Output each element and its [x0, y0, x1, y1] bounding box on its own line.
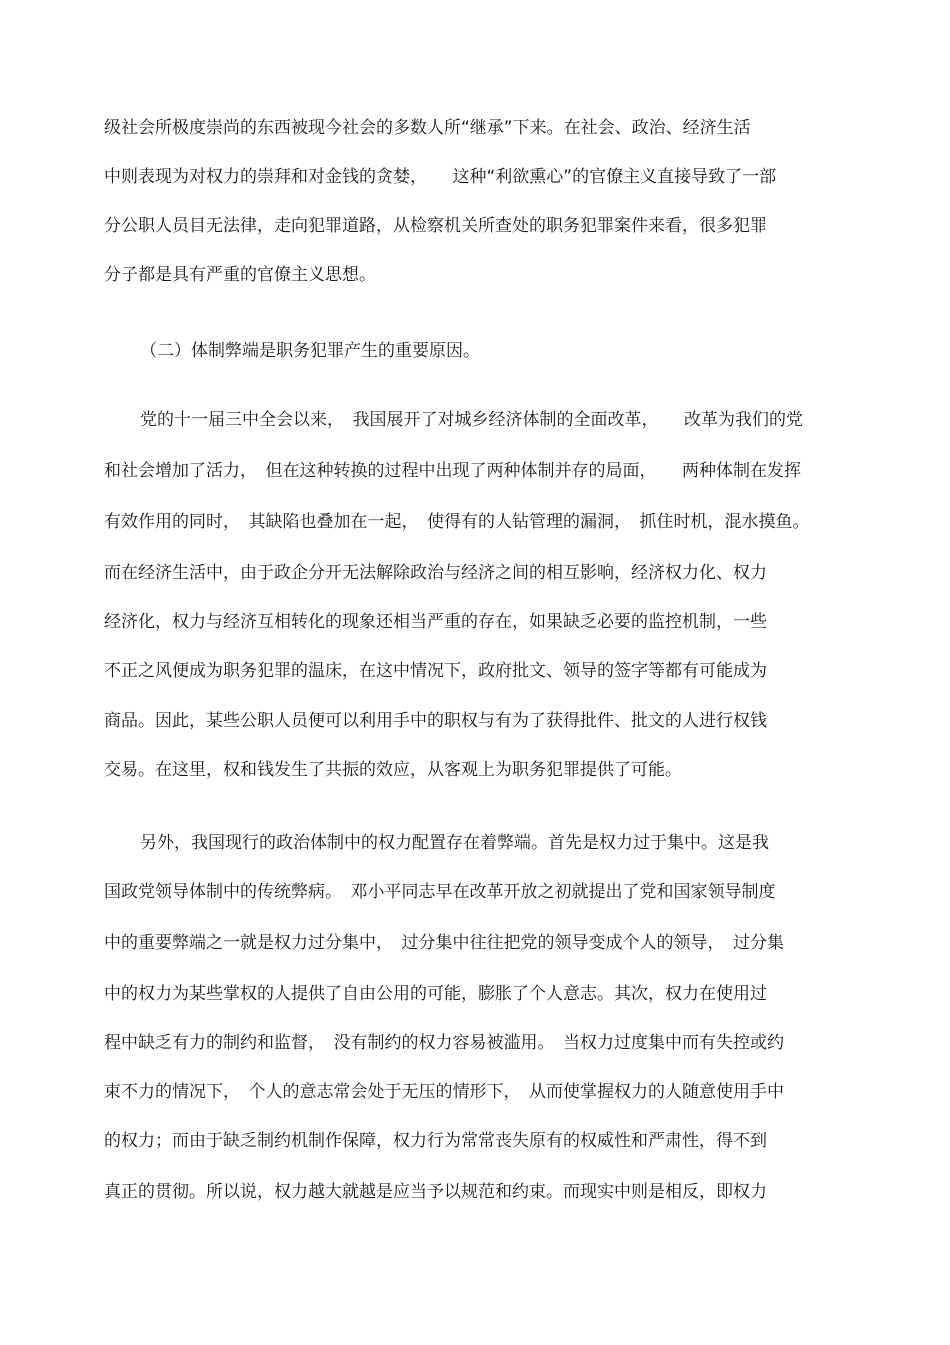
paragraph-4-line-1: 另外，我国现行的政治体制中的权力配置存在着弊端。首先是权力过于集中。这是我 — [140, 833, 769, 853]
paragraph-4-line-2: 国政党领导体制中的传统弊病。 邓小平同志早在改革开放之初就提出了党和国家领导制度 — [104, 882, 776, 902]
paragraph-1-line-3: 分公职人员目无法律，走向犯罪道路，从检察机关所查处的职务犯罪案件来看，很多犯罪 — [104, 216, 767, 236]
paragraph-3-line-6: 不正之风便成为职务犯罪的温床，在这中情况下，政府批文、领导的签字等都有可能成为 — [104, 661, 767, 681]
paragraph-4-line-5: 程中缺乏有力的制约和监督， 没有制约的权力容易被滥用。 当权力过度集中而有失控或约 — [104, 1033, 784, 1053]
paragraph-4-line-4: 中的权力为某些掌权的人提供了自由公用的可能，膨胀了个人意志。其次，权力在使用过 — [104, 984, 767, 1004]
paragraph-3-line-4: 而在经济生活中，由于政企分开无法解除政治与经济之间的相互影响，经济权力化、权力 — [104, 563, 767, 583]
paragraph-3-line-3: 有效作用的同时， 其缺陷也叠加在一起， 使得有的人钻管理的漏洞， 抓住时机，混水摸鱼。 — [104, 512, 810, 532]
paragraph-3-line-5: 经济化，权力与经济互相转化的现象还相当严重的存在，如果缺乏必要的监控机制，一些 — [104, 612, 767, 632]
paragraph-1-line-1: 级社会所极度崇尚的东西被现今社会的多数人所“继承”下来。在社会、政治、经济生活 — [104, 118, 751, 138]
paragraph-4-line-6: 束不力的情况下， 个人的意志常会处于无压的情形下， 从而使掌握权力的人随意使用手中 — [104, 1082, 784, 1102]
paragraph-3-line-1: 党的十一届三中全会以来， 我国展开了对城乡经济体制的全面改革， 改革为我们的党 — [140, 410, 803, 430]
paragraph-3-line-8: 交易。在这里，权和钱发生了共振的效应，从客观上为职务犯罪提供了可能。 — [104, 760, 682, 780]
section-heading: （二）体制弊端是职务犯罪产生的重要原因。 — [140, 341, 480, 361]
paragraph-4-line-8: 真正的贯彻。所以说，权力越大就越是应当予以规范和约束。而现实中则是相反，即权力 — [104, 1182, 767, 1202]
paragraph-4-line-3: 中的重要弊端之一就是权力过分集中， 过分集中往往把党的领导变成个人的领导， 过分集 — [104, 933, 784, 953]
paragraph-1-line-2: 中则表现为对权力的崇拜和对金钱的贪婪， 这种“利欲熏心”的官僚主义直接导致了一部 — [104, 167, 777, 187]
paragraph-3-line-2: 和社会增加了活力， 但在这种转换的过程中出现了两种体制并存的局面， 两种体制在发挥 — [104, 461, 801, 481]
paragraph-4-line-7: 的权力；而由于缺乏制约机制作保障，权力行为常常丧失原有的权威性和严肃性，得不到 — [104, 1131, 767, 1151]
paragraph-1-line-4: 分子都是具有严重的官僚主义思想。 — [104, 265, 376, 285]
paragraph-3-line-7: 商品。因此，某些公职人员便可以利用手中的职权与有为了获得批件、批文的人进行权钱 — [104, 711, 767, 731]
